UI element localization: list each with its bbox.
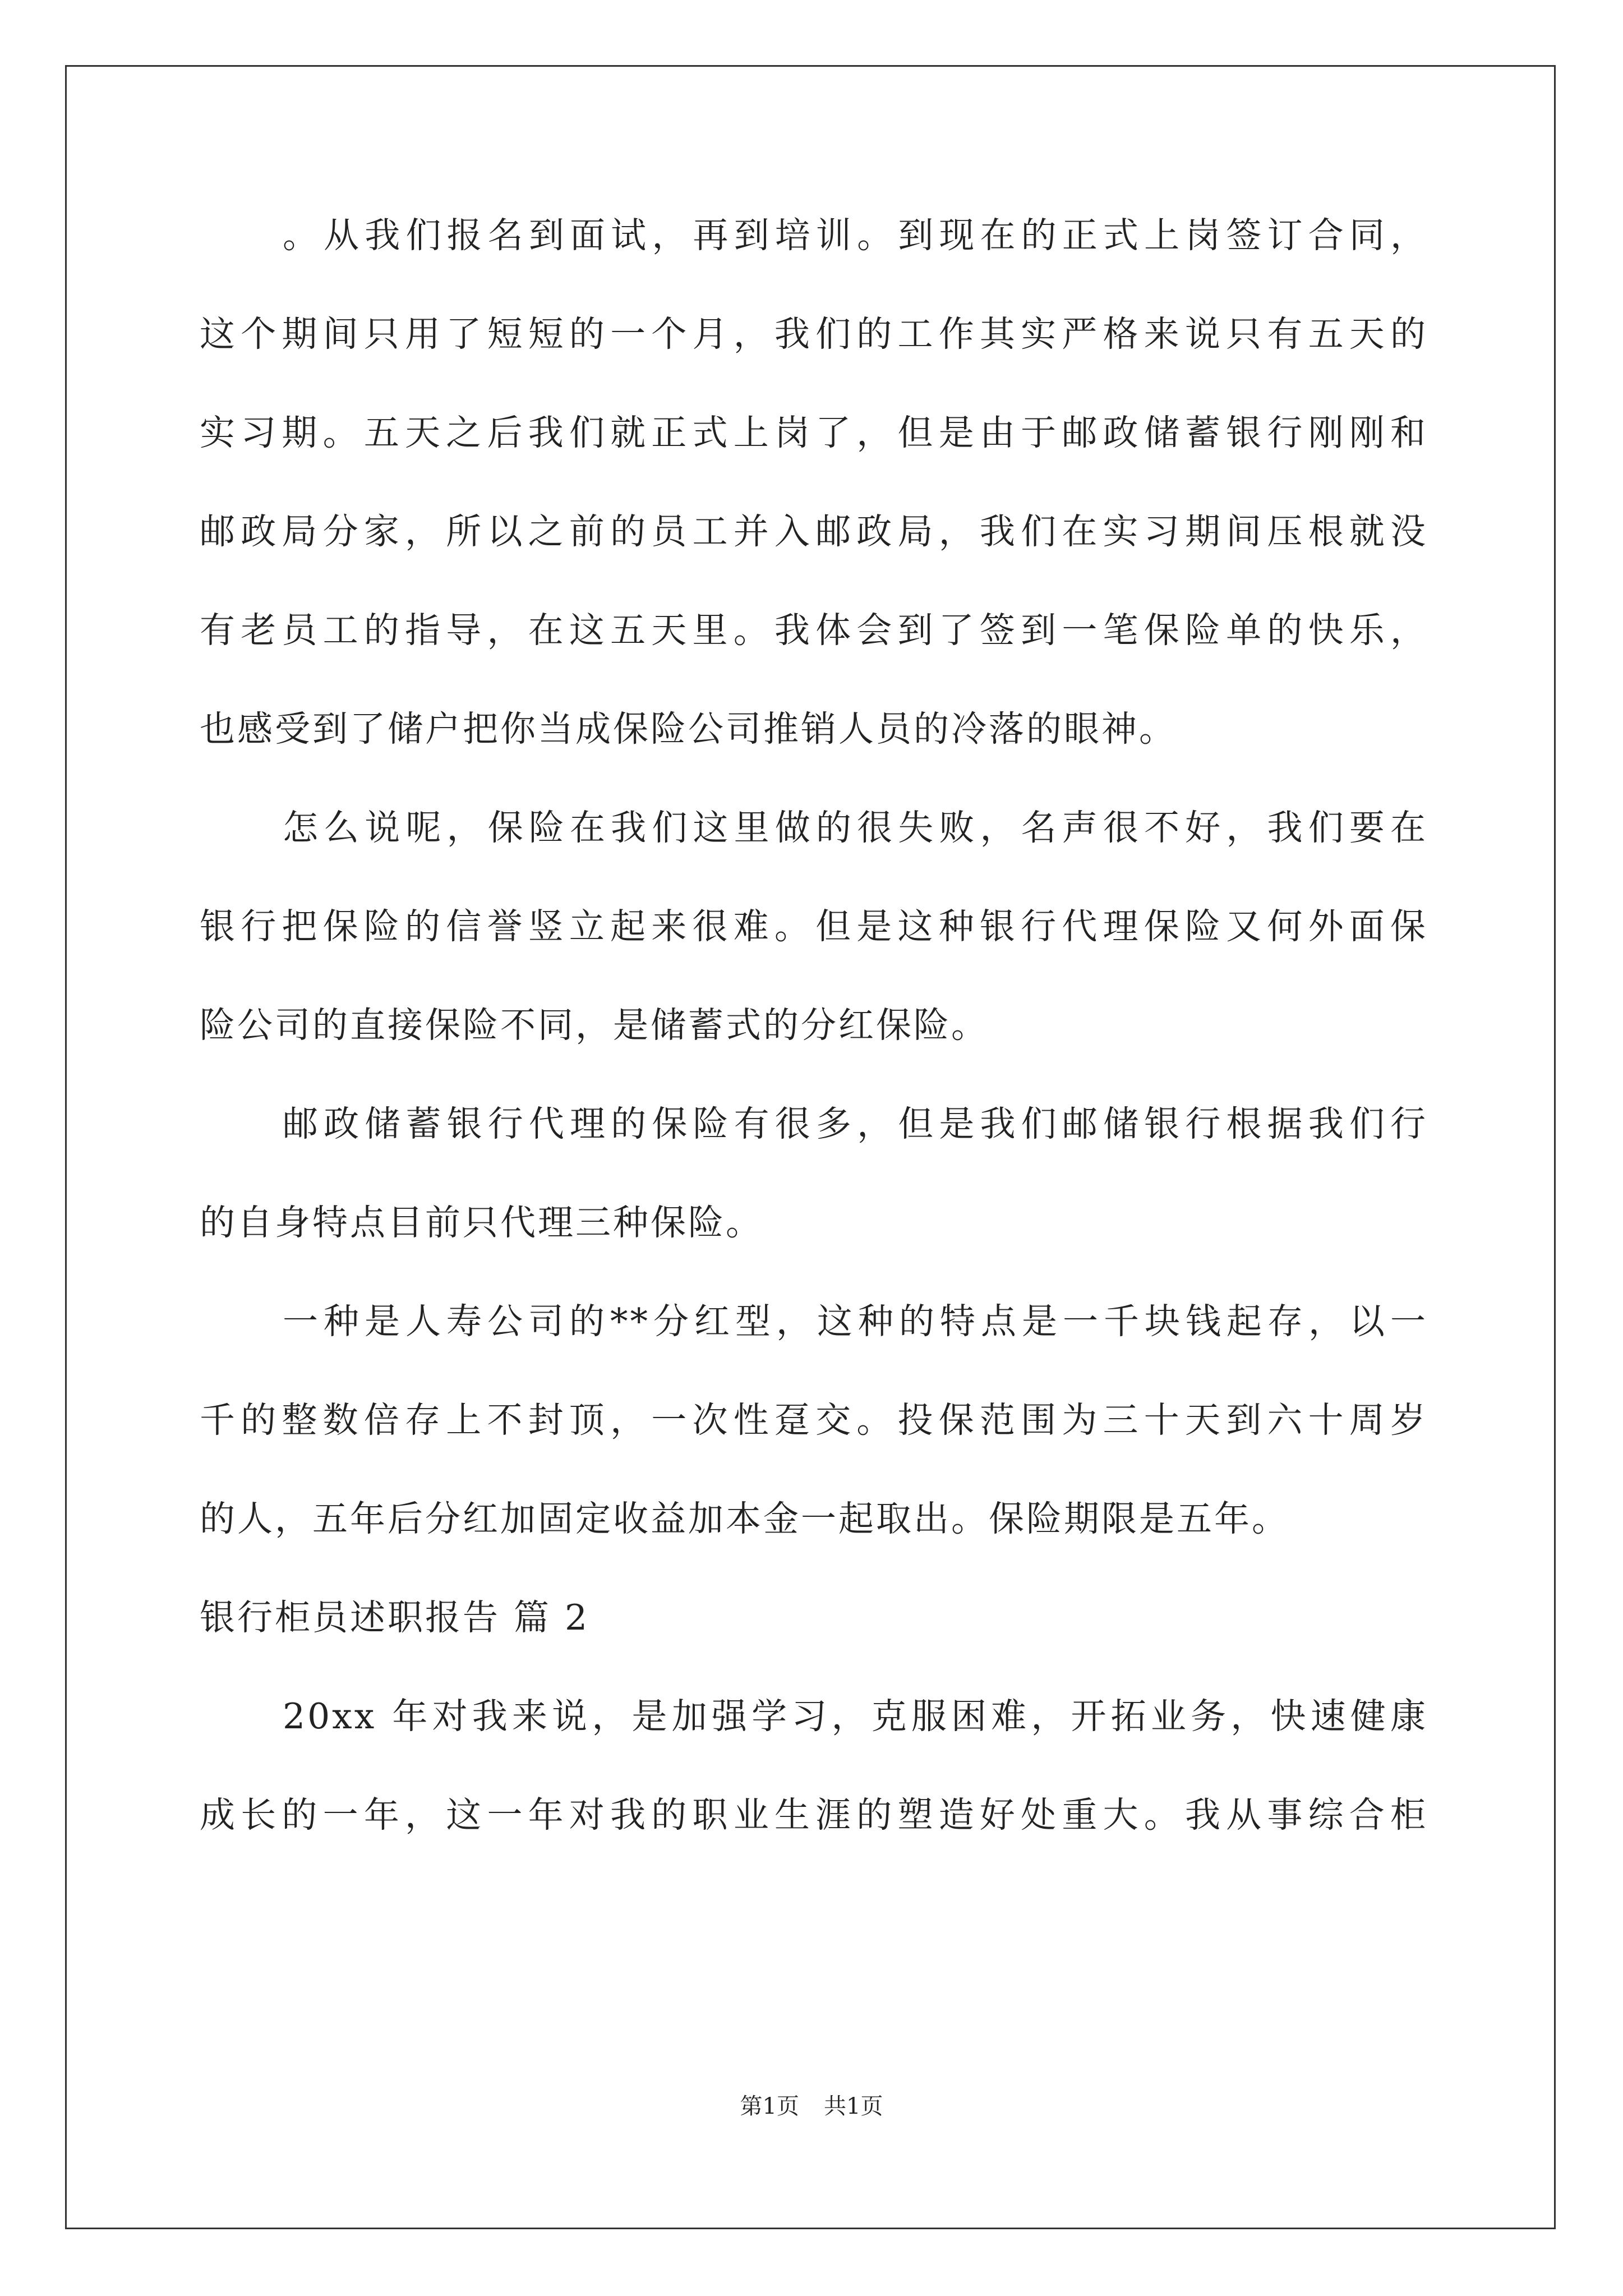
total-pages: 共1页 [824,2093,883,2119]
text-line: 成长的一年，这一年对我的职业生涯的塑造好处重大。我从事综合柜 [200,1795,1428,1835]
page-border [65,65,1556,2229]
text-line: 怎么说呢，保险在我们这里做的很失败，名声很不好，我们要在 [283,807,1428,848]
text-line: 20xx 年对我来说，是加强学习，克服困难，开拓业务，快速健康 [283,1696,1428,1737]
text-line: 有老员工的指导，在这五天里。我体会到了签到一笔保险单的快乐， [200,610,1428,651]
text-line: 这个期间只用了短短的一个月，我们的工作其实严格来说只有五天的 [200,314,1428,355]
text-line: 的人，五年后分红加固定收益加本金一起取出。保险期限是五年。 [200,1498,1289,1539]
text-line: 银行把保险的信誉竖立起来很难。但是这种银行代理保险又何外面保 [200,906,1428,947]
page-footer [0,2090,1623,2123]
text-line: 也感受到了储户把你当成保险公司推销人员的冷落的眼神。 [200,708,1177,749]
text-line: 一种是人寿公司的**分红型，这种的特点是一千块钱起存，以一 [283,1301,1428,1342]
text-line: 的自身特点目前只代理三种保险。 [200,1202,763,1243]
text-line: 千的整数倍存上不封顶，一次性趸交。投保范围为三十天到六十周岁 [200,1400,1428,1441]
text-line: 实习期。五天之后我们就正式上岗了，但是由于邮政储蓄银行刚刚和 [200,412,1428,453]
page-number: 第1页 [740,2093,799,2119]
text-line: 险公司的直接保险不同，是储蓄式的分红保险。 [200,1005,989,1046]
text-line: 。从我们报名到面试，再到培训。到现在的正式上岗签订合同， [283,215,1428,256]
text-line: 邮政局分家，所以之前的员工并入邮政局，我们在实习期间压根就没 [200,511,1428,552]
section-heading: 银行柜员述职报告 篇 2 [200,1597,590,1638]
text-line: 邮政储蓄银行代理的保险有很多，但是我们邮储银行根据我们行 [283,1103,1428,1144]
